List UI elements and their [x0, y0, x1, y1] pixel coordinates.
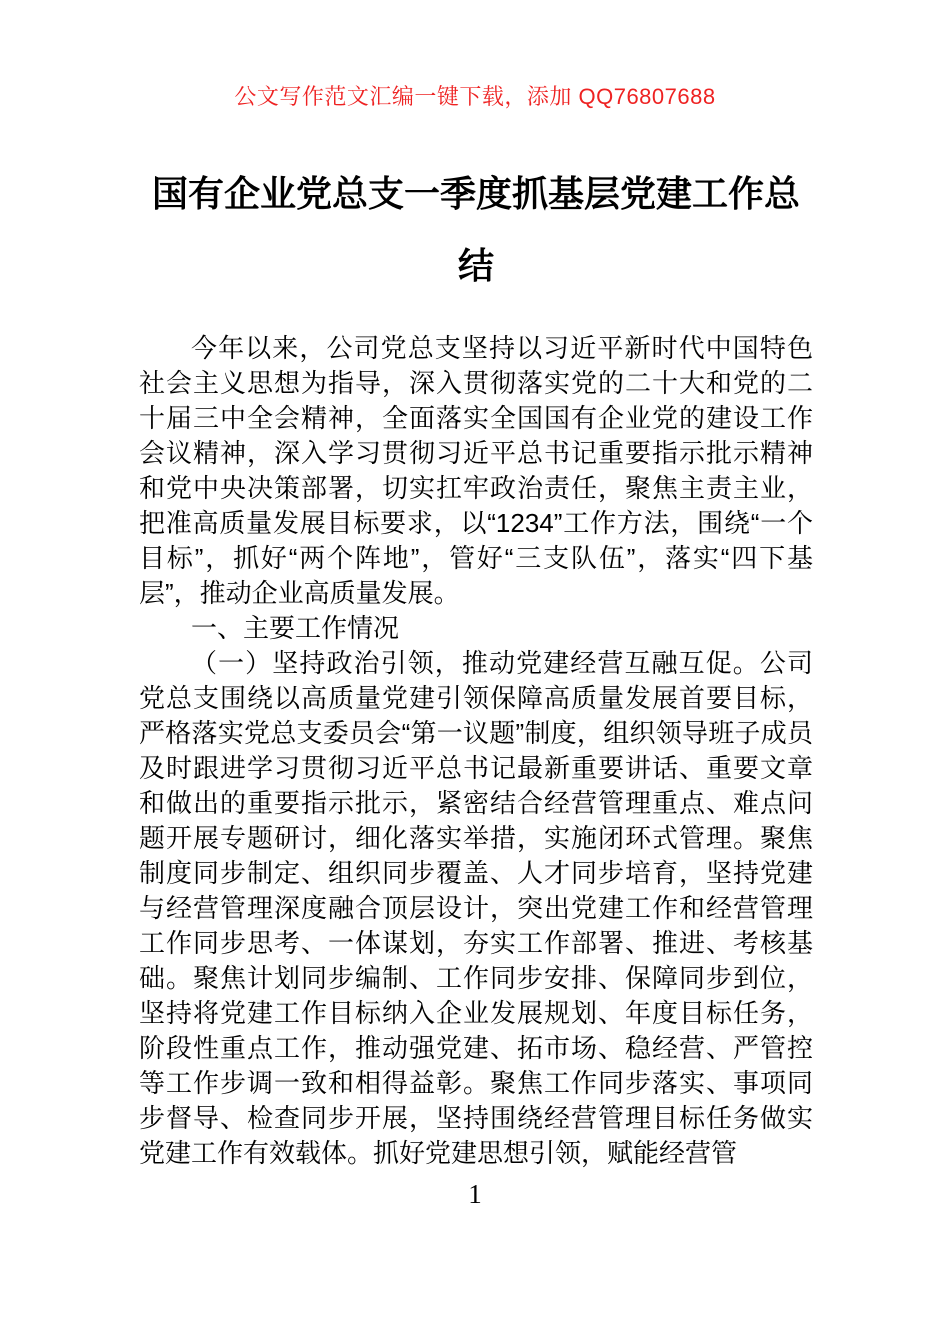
body-paragraph: 今年以来，公司党总支坚持以习近平新时代中国特色社会主义思想为指导，深入贯彻落实党的二十大和党的二十届三中全会精神，全面落实全国国有企业党的建设工作会议精神，深入学习贯彻习近平总书记重要指示批示精神和党中央决策部署，切实扛牢政治责任，聚焦主责主业，把准高质量发展目标要求，以“1234”工作方法，围绕“一个目标”，抓好“两个阵地”，管好“三支队伍”，落实“四下基层”，推动企业高质量发展。	[139, 333, 813, 608]
document-body	[139, 331, 813, 1171]
page-title: 国有企业党总支一季度抓基层党建工作总结	[151, 173, 800, 286]
page-number: 1	[468, 1179, 482, 1209]
body-paragraph: （一）坚持政治引领，推动党建经营互融互促。公司党总支围绕以高质量党建引领保障高质量发展首要目标，严格落实党总支委员会“第一议题”制度，组织领导班子成员及时跟进学习贯彻习近平总书记最新重要讲话、重要文章和做出的重要指示批示，紧密结合经营管理重点、难点问题开展专题研讨，细化落实举措，实施闭环式管理。聚焦制度同步制定、组织同步覆盖、人才同步培育，坚持党建与经营管理深度融合顶层设计，突出党建工作和经营管理工作同步思考、一体谋划，夯实工作部署、推进、考核基础。聚焦计划同步编制、工作同步安排、保障同步到位，坚持将党建工作目标纳入企业发展规划、年度目标任务，阶段性重点工作，推动强党建、拓市场、稳经营、严管控等工作步调一致和相得益彰。聚焦工作同步落实、事项同步督导、检查同步开展，坚持围绕经营管理目标任务做实党建工作有效载体。抓好党建思想引领，赋能经营管	[139, 648, 813, 1168]
promo-banner: 公文写作范文汇编一键下载，添加 QQ76807688	[234, 84, 716, 109]
section-heading: 一、主要工作情况	[191, 613, 400, 643]
